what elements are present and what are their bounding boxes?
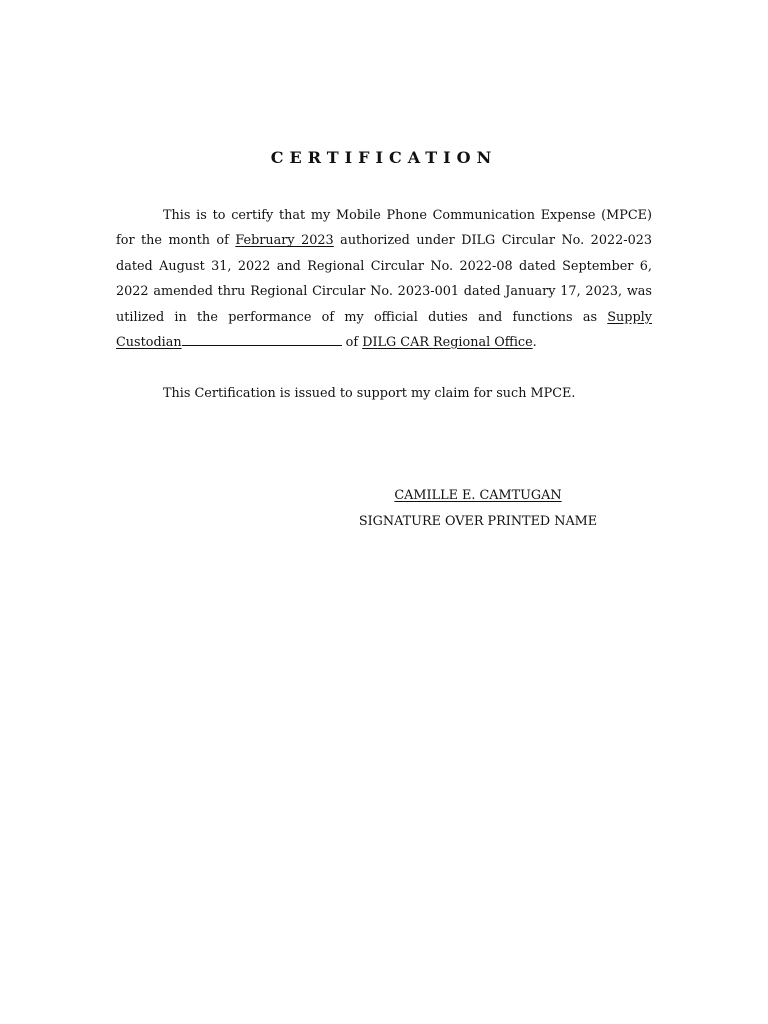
signature-block [330,483,626,535]
signature-caption: SIGNATURE OVER PRINTED NAME [358,514,598,529]
paragraph-text-3: of [341,335,363,351]
paragraph-text-2: authorized under DILG Circular No. 2022-023 dated August 31, 2022 and Regional Circular No. 2022-08 dated September 6, 2022 amended thru Regional Circular No. 2023-001 dated January 17, 2023, was utilized in the performance of my official duties and functions as [116,233,652,325]
purpose-paragraph [116,381,652,406]
document-title: CERTIFICATION [270,148,498,167]
position-blank-line [182,333,342,346]
certification-paragraph [116,203,652,355]
purpose-text: This Certification is issued to support my claim for such MPCE. [163,386,576,401]
office-field: DILG CAR Regional Office [362,335,533,351]
signatory-name: CAMILLE E. CAMTUGAN [394,488,562,503]
paragraph-text-4: . [532,335,537,351]
position-field: Supply Custodian [116,309,652,351]
paragraph-text-1: This is to certify that my Mobile Phone Communication Expense (MPCE) for the month of [116,208,652,249]
month-field: February 2023 [235,233,334,249]
